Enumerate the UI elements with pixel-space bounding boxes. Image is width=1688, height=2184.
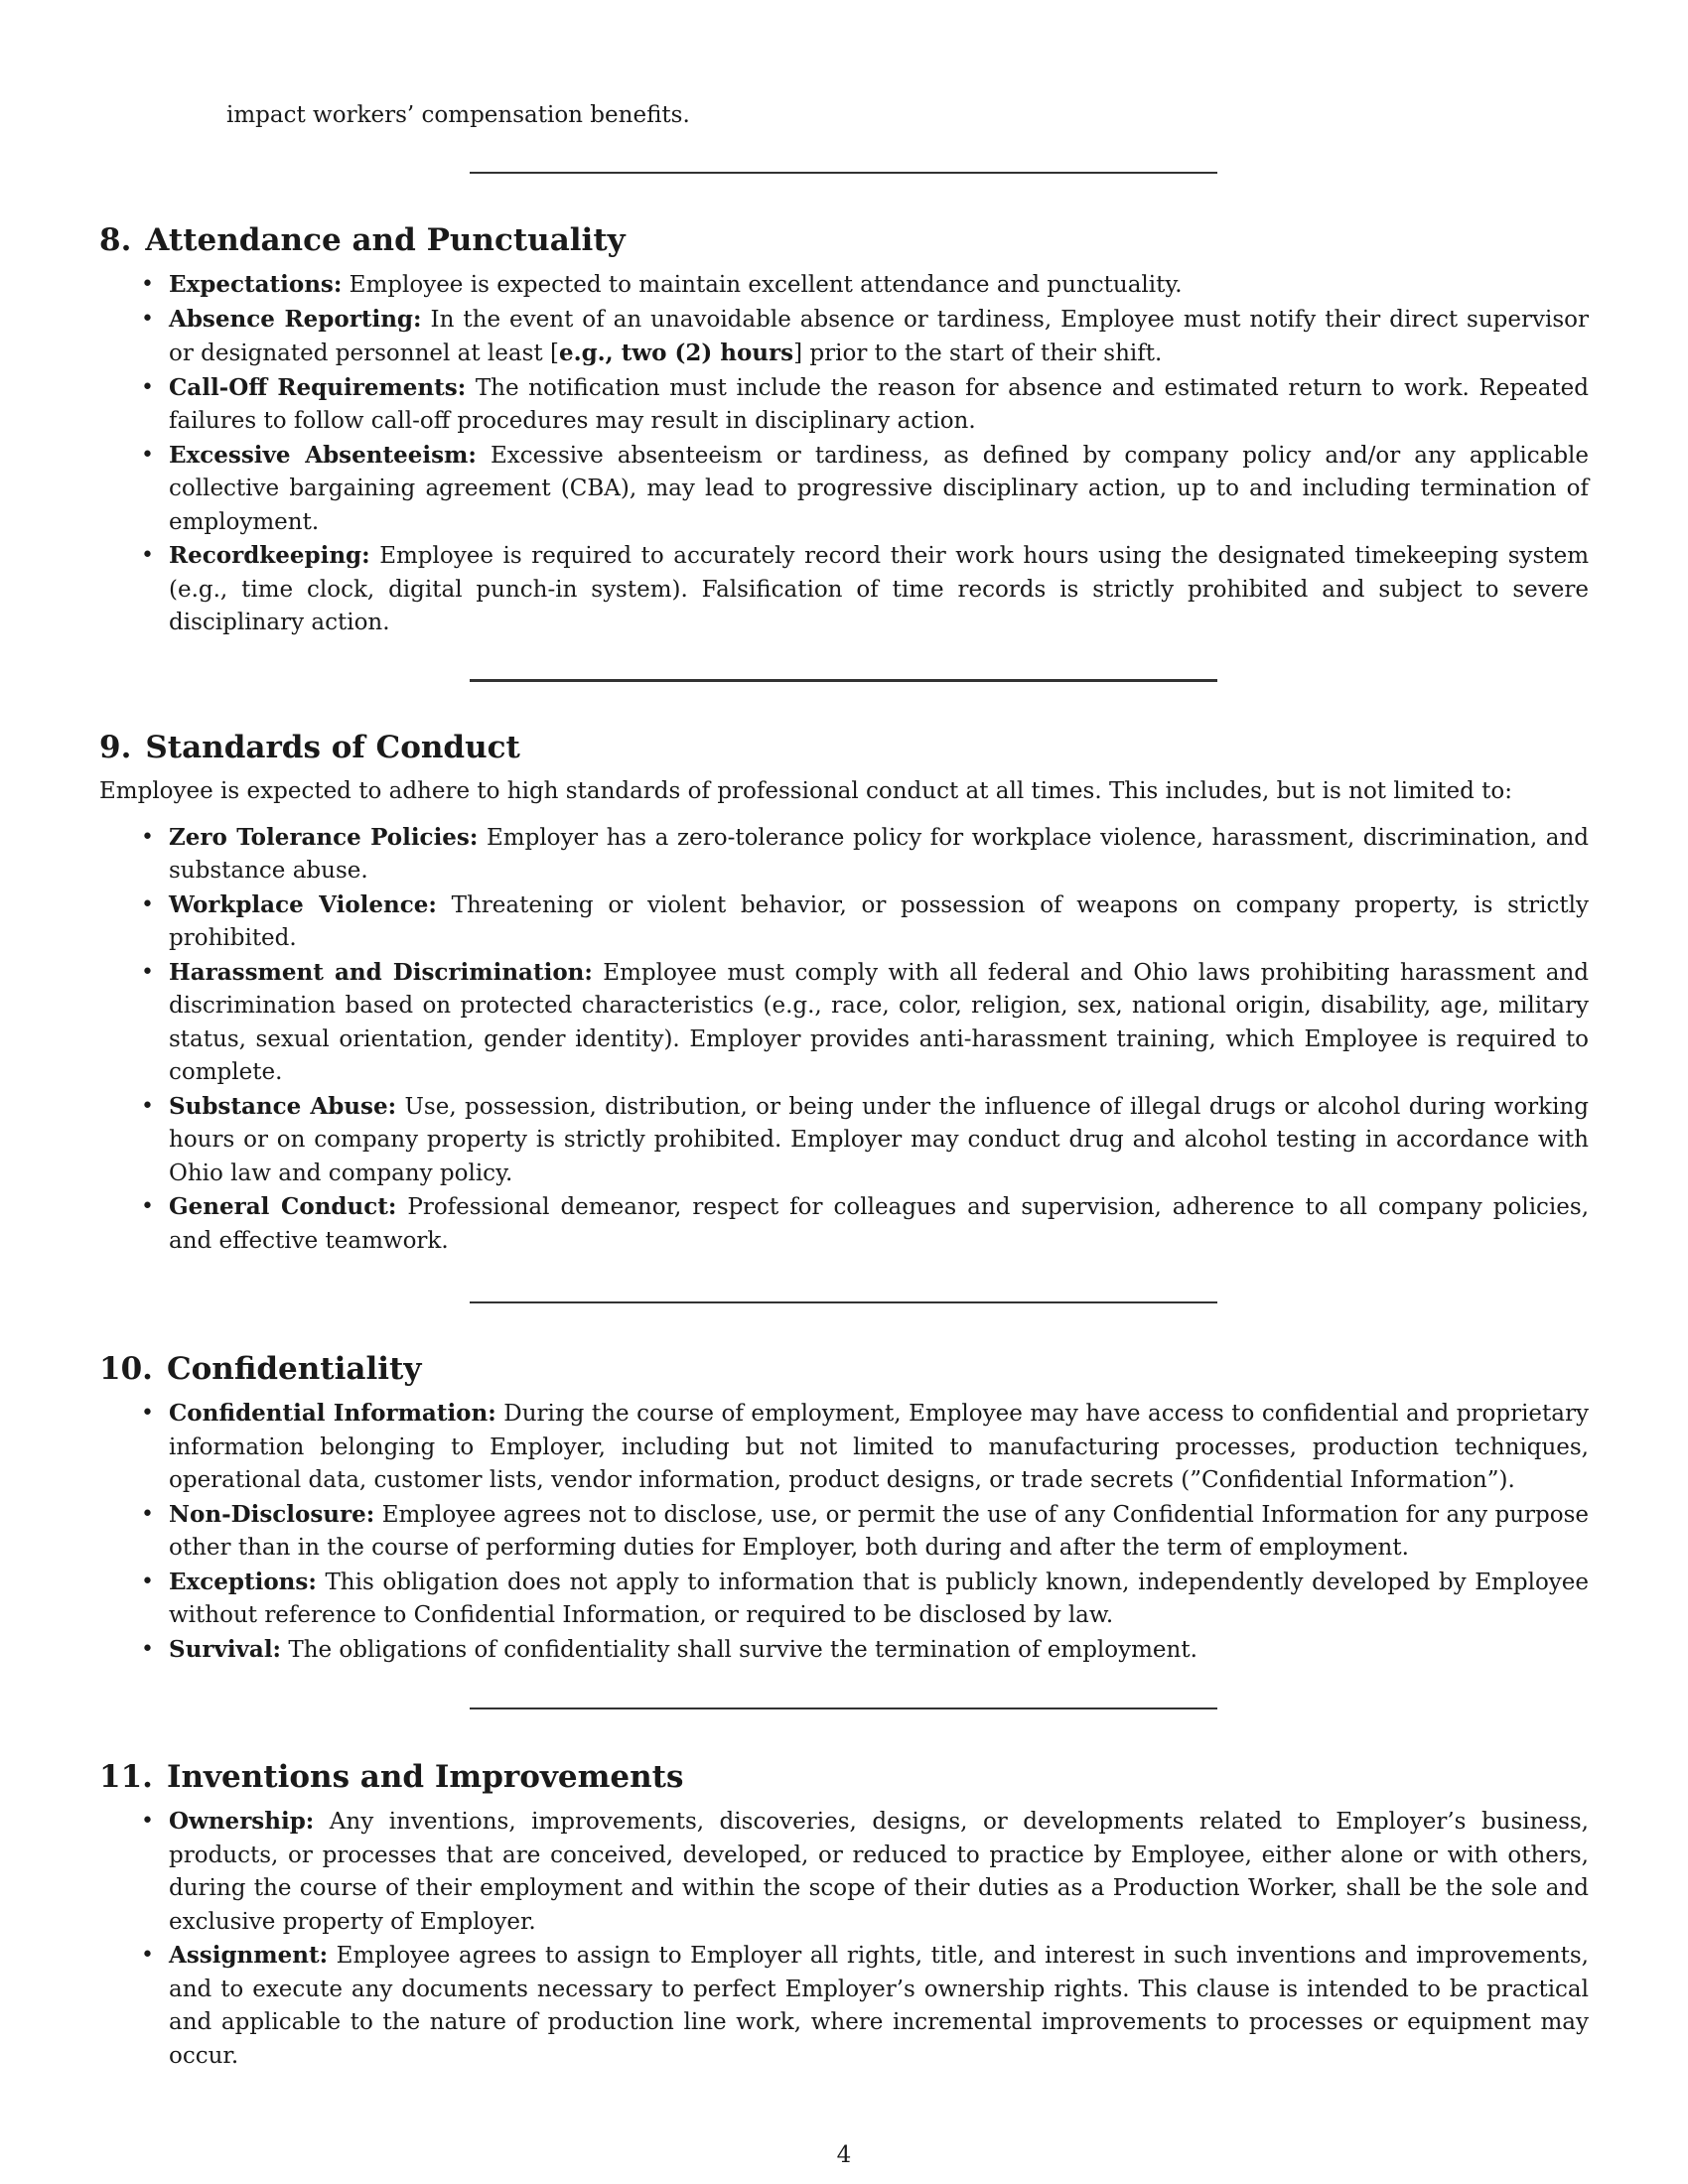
list-item: • Call-Off Requirements: The notification must include the reason for absence and estimated return to work. Repeated failures to follow call-off procedures may result in disciplinary action. xyxy=(99,371,1589,439)
list-item: • General Conduct: Professional demeanor, respect for colleagues and supervision, adherence to all company policies, and effective teamwork. xyxy=(99,1190,1589,1258)
list-item: • Non-Disclosure: Employee agrees not to disclose, use, or permit the use of any Confidential Information for any purpose other than in the course of performing duties for Employer, both during and after the term of employment. xyxy=(99,1498,1589,1566)
bullet-list xyxy=(99,268,1589,640)
list-item: • Recordkeeping: Employee is required to accurately record their work hours using the designated timekeeping system (e.g., time clock, digital punch-in system). Falsification of time records is strictly prohibited and subject to severe disciplinary action. xyxy=(99,539,1589,640)
list-item: • Confidential Information: During the course of employment, Employee may have access to confidential and proprietary information belonging to Employer, including but not limited to manufacturing processes, production techniques, operational data, customer lists, vendor information, product designs, or trade secrets (”Confidential Information”). xyxy=(99,1397,1589,1498)
page-number: 4 xyxy=(836,2142,852,2168)
list-item: • Ownership: Any inventions, improvements, discoveries, designs, or developments related to Employer’s business, products, or processes that are conceived, developed, or reduced to practice by Employee, either alone or with others, during the course of their employment and within the scope of their duties as a Production Worker, shall be the sole and exclusive property of Employer. xyxy=(99,1805,1589,1939)
list-item: • Assignment: Employee agrees to assign to Employer all rights, title, and interest in such inventions and improvements, and to execute any documents necessary to perfect Employer’s ownership rights. This clause is intended to be practical and applicable to the nature of production line work, where incremental improvements to processes or equipment may occur. xyxy=(99,1939,1589,2073)
list-item: • Workplace Violence: Threatening or violent behavior, or possession of weapons on company property, is strictly prohibited. xyxy=(99,888,1589,956)
section-heading: 10. Confidentiality xyxy=(99,1351,422,1387)
section-confidentiality xyxy=(99,1349,1589,1667)
bullet-list xyxy=(99,1397,1589,1667)
section-conduct xyxy=(99,728,1589,1258)
list-item: • Absence Reporting: In the event of an unavoidable absence or tardiness, Employee must notify their direct supervisor or designated personnel at least [e.g., two (2) hours] prior to the start of their shift. xyxy=(99,303,1589,371)
list-item: • Substance Abuse: Use, possession, distribution, or being under the influence of illegal drugs or alcohol during working hours or on company property is strictly prohibited. Employer may conduct drug and alcohol testing in accordance with Ohio law and company policy. xyxy=(99,1090,1589,1191)
section-heading: 8. Attendance and Punctuality xyxy=(99,222,626,258)
list-item: • Expectations: Employee is expected to maintain excellent attendance and punctuality. xyxy=(99,268,1589,303)
section-intro: Employee is expected to adhere to high standards of professional conduct at all times. This includes, but is not limited to: xyxy=(99,778,1512,804)
list-item: • Survival: The obligations of confidentiality shall survive the termination of employment. xyxy=(99,1633,1589,1668)
section-divider xyxy=(470,1301,1217,1303)
section-divider xyxy=(470,679,1217,682)
list-item: • Zero Tolerance Policies: Employer has a zero-tolerance policy for workplace violence, harassment, discrimination, and substance abuse. xyxy=(99,821,1589,888)
section-divider xyxy=(470,1707,1217,1709)
section-heading: 9. Standards of Conduct xyxy=(99,730,520,765)
section-attendance xyxy=(99,220,1589,640)
section-divider xyxy=(470,172,1217,174)
continued-paragraph: impact workers’ compensation benefits. xyxy=(226,102,690,128)
section-heading: 11. Inventions and Improvements xyxy=(99,1759,684,1795)
list-item: • Excessive Absenteeism: Excessive absenteeism or tardiness, as defined by company policy and/or any applicable collective bargaining agreement (CBA), may lead to progressive disciplinary action, up to and including termination of employment. xyxy=(99,439,1589,540)
list-item: • Harassment and Discrimination: Employee must comply with all federal and Ohio laws prohibiting harassment and discrimination based on protected characteristics (e.g., race, color, religion, sex, national origin, disability, age, military status, sexual orientation, gender identity). Employer provides anti-harassment training, which Employee is required to complete. xyxy=(99,956,1589,1090)
bullet-list xyxy=(99,1805,1589,2073)
bullet-list xyxy=(99,821,1589,1259)
section-inventions xyxy=(99,1757,1589,2073)
list-item: • Exceptions: This obligation does not apply to information that is publicly known, independently developed by Employee without reference to Confidential Information, or required to be disclosed by law. xyxy=(99,1566,1589,1633)
